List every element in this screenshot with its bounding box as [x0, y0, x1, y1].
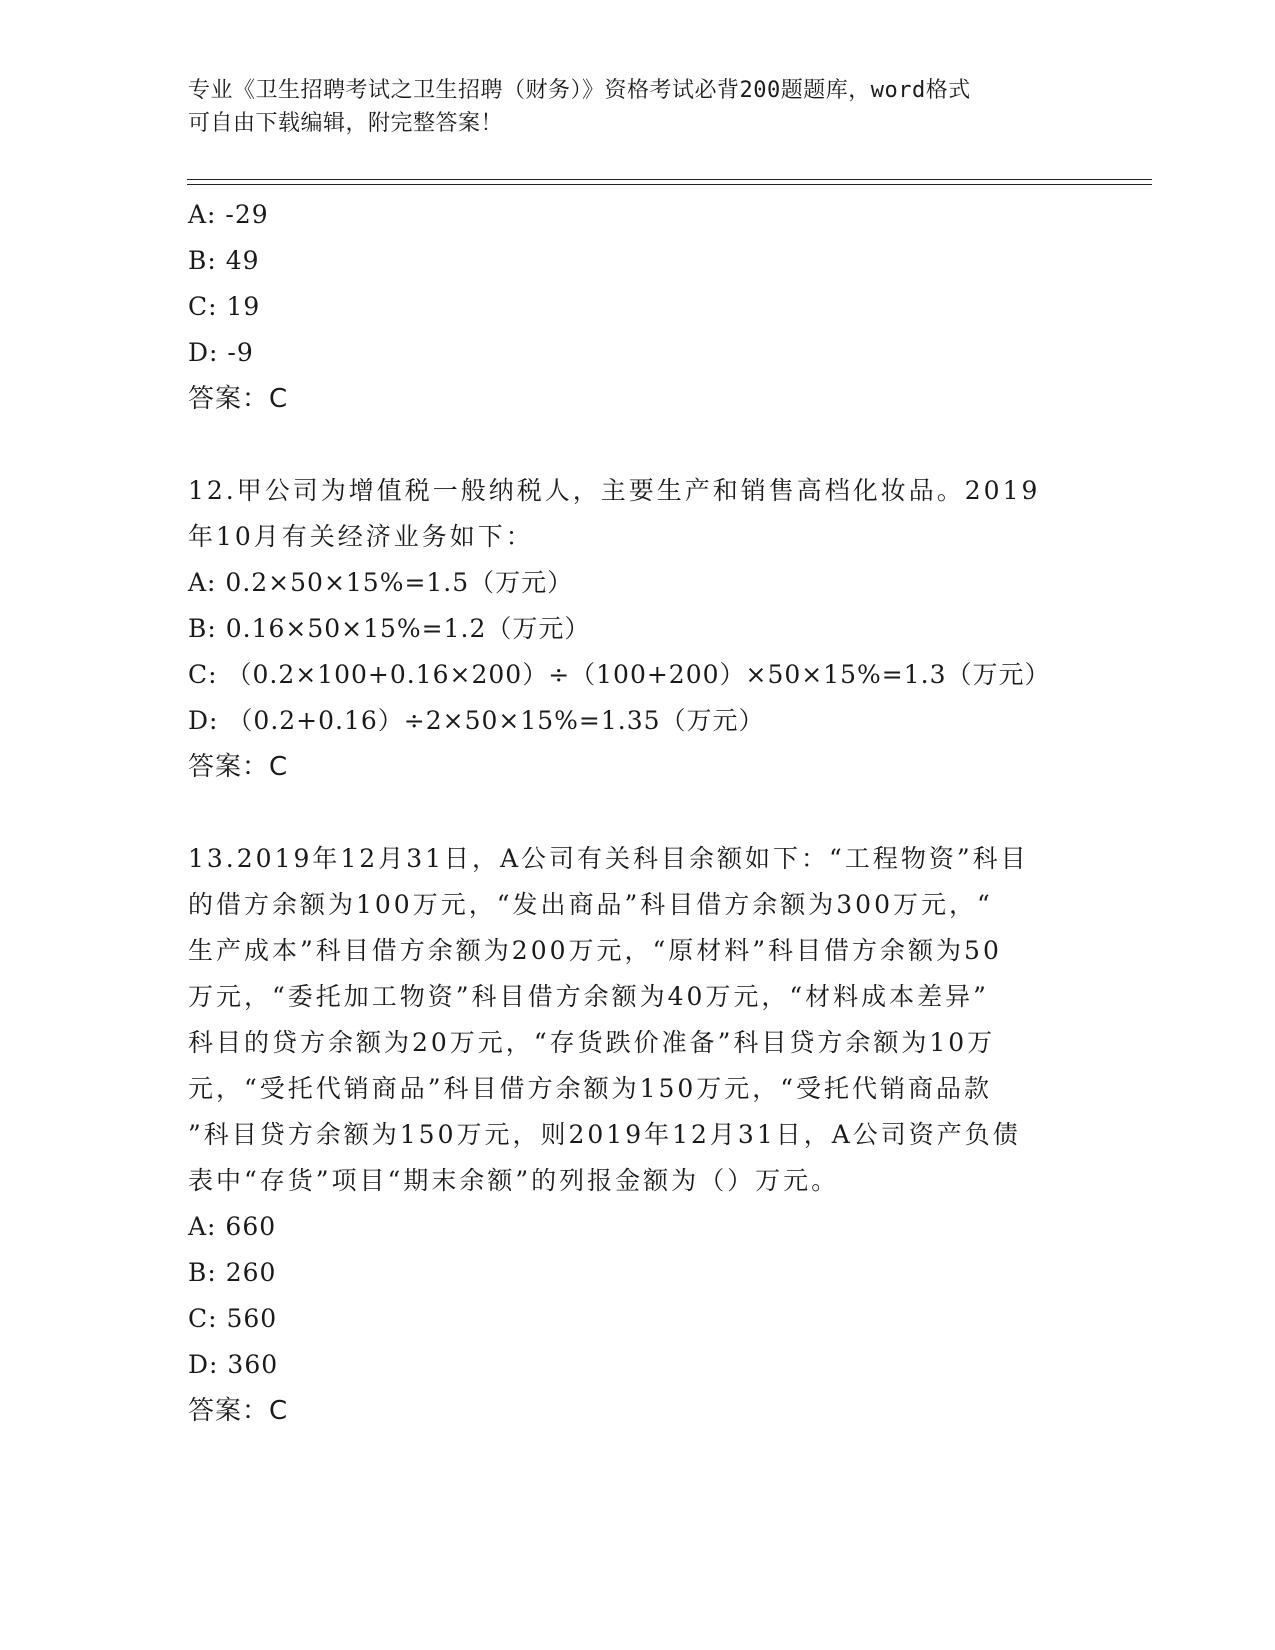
option-b: B: 49: [188, 246, 260, 275]
question-12: [188, 468, 1088, 790]
question-text-line: 年10月有关经济业务如下：: [188, 522, 534, 551]
answer-line: 答案：C: [188, 1396, 289, 1426]
question-text-line: 的借方余额为100万元，“发出商品”科目借方余额为300万元，“: [188, 890, 993, 919]
option-a: A: -29: [188, 200, 269, 229]
question-text-line: 万元，“委托加工物资”科目借方余额为40万元，“材料成本差异”: [188, 982, 989, 1011]
option-c: C: 19: [188, 292, 261, 321]
header-title-line-2: 可自由下载编辑，附完整答案！: [188, 111, 504, 136]
question-text-line: ”科目贷方余额为150万元，则2019年12月31日，A公司资产负债: [188, 1120, 1021, 1149]
answer-line: 答案：C: [188, 384, 289, 414]
question-text-line: 12.甲公司为增值税一般纳税人，主要生产和销售高档化妆品。2019: [188, 476, 1041, 505]
option-c: C: （0.2×100+0.16×200）÷（100+200）×50×15%=1.3（万元）: [188, 660, 1051, 689]
document-header: [188, 74, 1068, 140]
question-13: [188, 836, 1088, 1434]
question-text-line: 科目的贷方余额为20万元，“存货跌价准备”科目贷方余额为10万: [188, 1028, 996, 1057]
option-a: A: 0.2×50×15%=1.5（万元）: [188, 568, 574, 597]
option-d: D: （0.2+0.16）÷2×50×15%=1.35（万元）: [188, 706, 765, 735]
header-divider-bottom: [187, 184, 1152, 185]
option-d: D: -9: [188, 338, 254, 367]
answer-line: 答案：C: [188, 752, 289, 782]
document-body: [188, 192, 1088, 1434]
header-title-line-1: 专业《卫生招聘考试之卫生招聘（财务）》资格考试必背200题题库，word格式: [188, 78, 971, 103]
option-a: A: 660: [188, 1212, 277, 1241]
question-text-line: 13.2019年12月31日，A公司有关科目余额如下：“工程物资”科目: [188, 844, 1029, 873]
option-b: B: 0.16×50×15%=1.2（万元）: [188, 614, 591, 643]
option-c: C: 560: [188, 1304, 278, 1333]
question-11: [188, 192, 1088, 422]
question-text-line: 表中“存货”项目“期末余额”的列报金额为（）万元。: [188, 1166, 840, 1195]
option-d: D: 360: [188, 1350, 279, 1379]
option-b: B: 260: [188, 1258, 277, 1287]
header-divider-top: [187, 179, 1152, 180]
question-text-line: 元，“受托代销商品”科目借方余额为150万元，“受托代销商品款: [188, 1074, 993, 1103]
question-text-line: 生产成本”科目借方余额为200万元，“原材料”科目借方余额为50: [188, 936, 1002, 965]
